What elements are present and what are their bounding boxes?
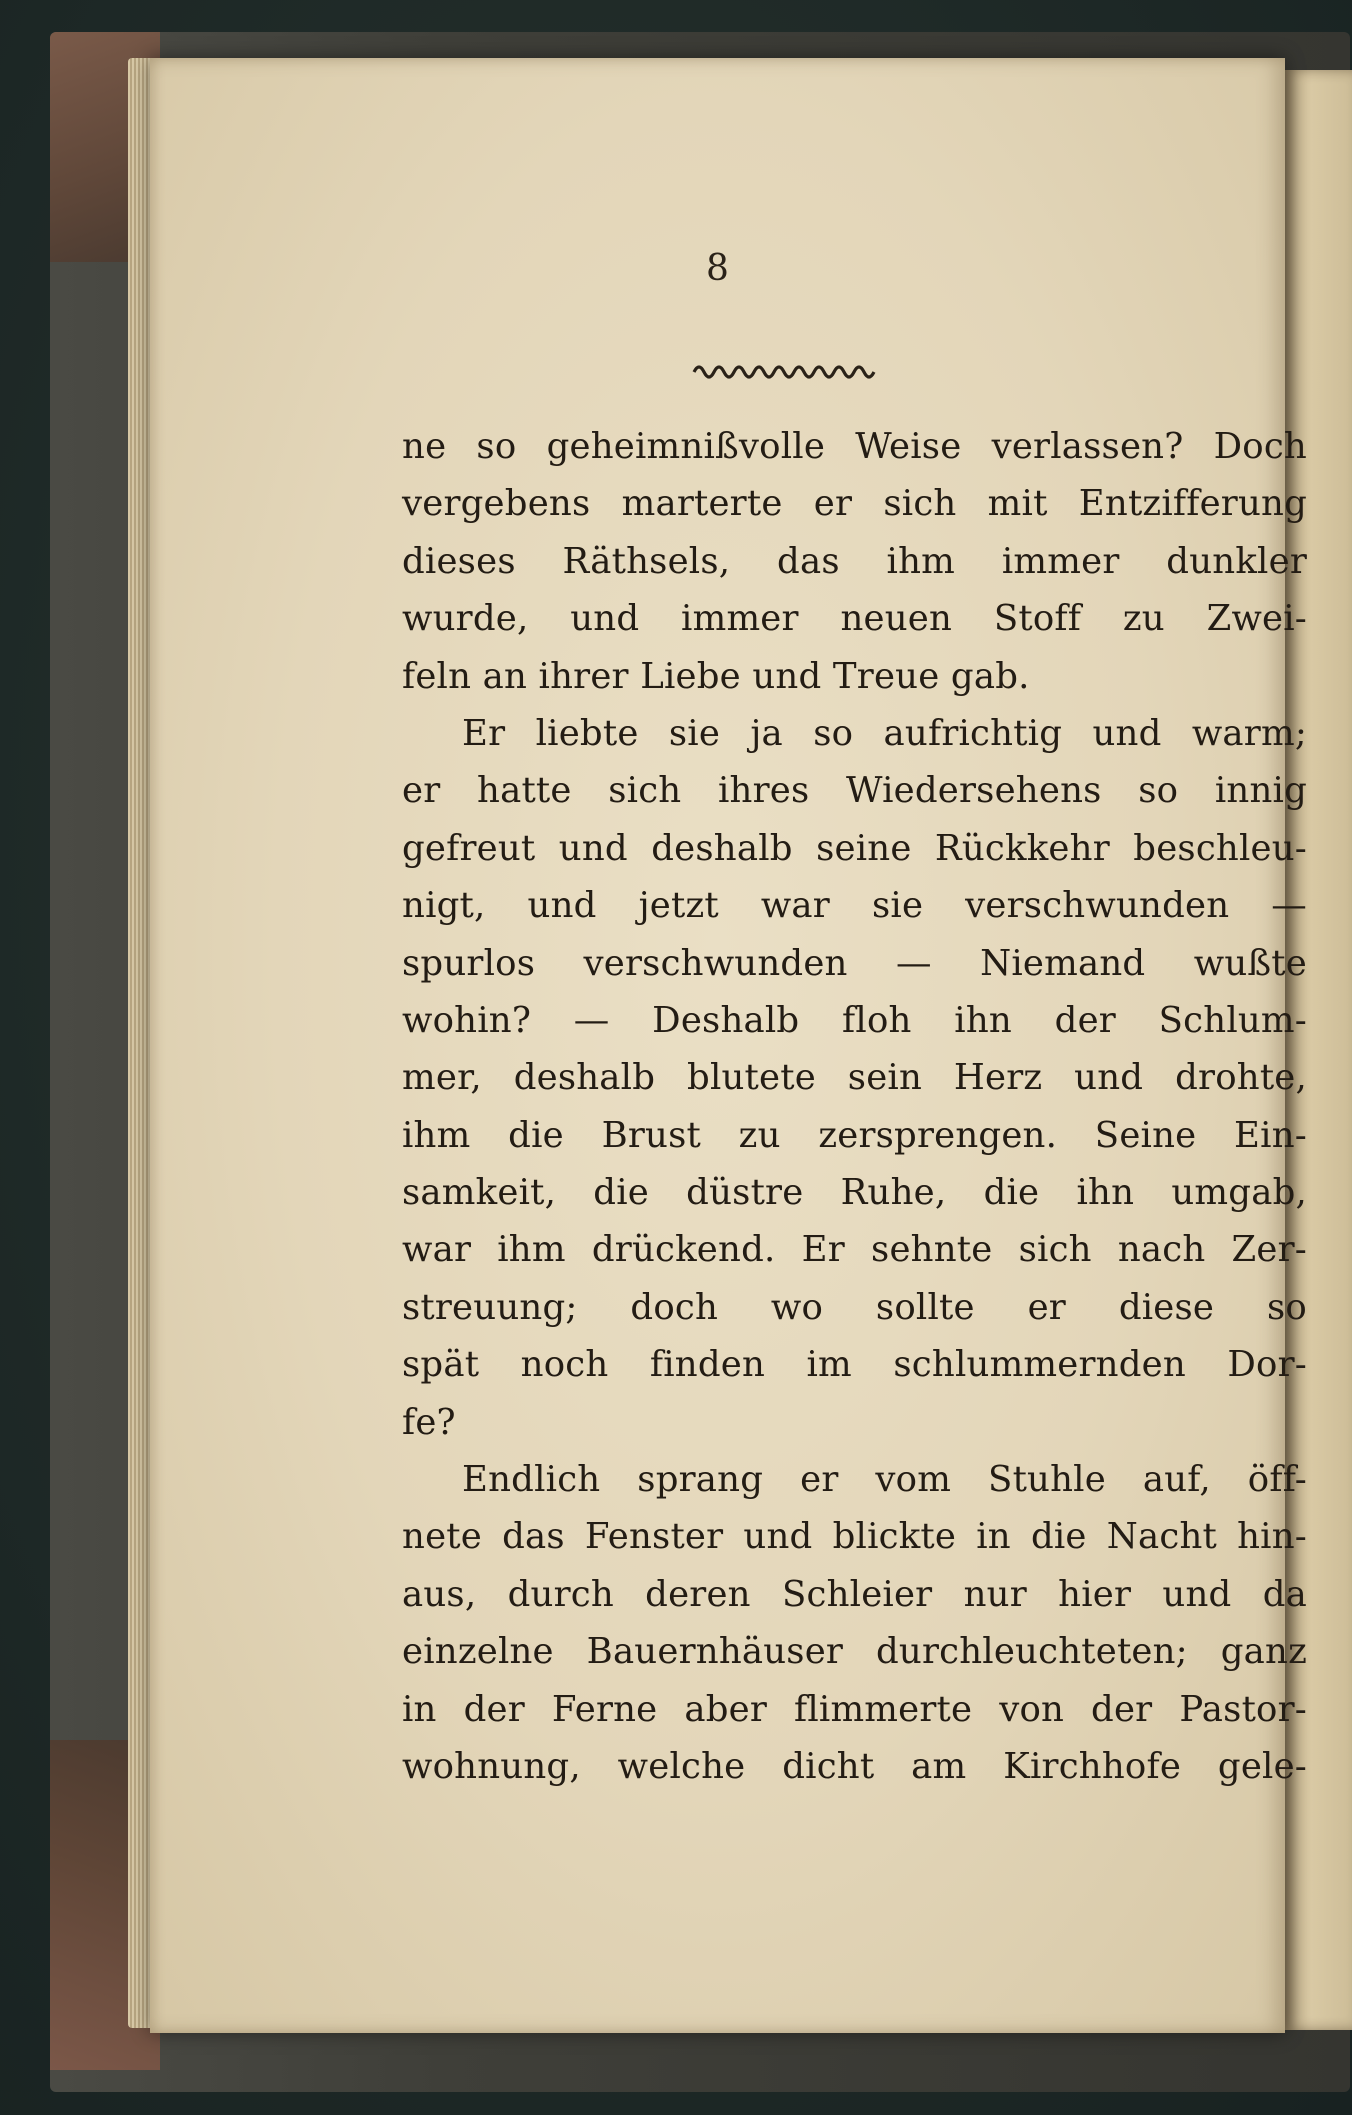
text-line: gefreut und deshalb seine Rückkehr beschleu-	[402, 827, 1307, 869]
text-line: spurlos verschwunden — Niemand wußte	[402, 942, 1307, 984]
text-line: spät noch finden im schlummernden Dor-	[402, 1344, 1307, 1386]
text-line: einzelne Bauernhäuser durchleuchteten; ganz	[402, 1631, 1307, 1673]
text-line: dieses Räthsels, das ihm immer dunkler	[402, 540, 1307, 582]
text-line: nete das Fenster und blickte in die Nacht hin-	[402, 1516, 1307, 1558]
body-text	[402, 418, 1307, 1795]
text-line: Endlich sprang er vom Stuhle auf, öff-	[462, 1459, 1307, 1501]
book-page	[150, 58, 1307, 2033]
text-line: er hatte sich ihres Wiedersehens so innig	[402, 770, 1307, 812]
text-line: streuung; doch wo sollte er diese so	[402, 1286, 1307, 1328]
wavy-rule-ornament-icon	[692, 358, 880, 380]
page-number: 8	[706, 248, 729, 289]
text-line: nigt, und jetzt war sie verschwunden —	[402, 885, 1307, 927]
text-line: war ihm drückend. Er sehnte sich nach Zer-	[402, 1229, 1307, 1271]
text-line: ne so geheimnißvolle Weise verlassen? Doch	[402, 426, 1307, 467]
text-line: wurde, und immer neuen Stoff zu Zwei-	[402, 598, 1307, 640]
text-line: fe?	[402, 1401, 456, 1443]
text-line: in der Ferne aber flimmerte von der Pastor-	[402, 1688, 1307, 1730]
text-line: ihm die Brust zu zersprengen. Seine Ein-	[402, 1114, 1307, 1156]
text-line: wohin? — Deshalb floh ihn der Schlum-	[402, 999, 1307, 1041]
text-line: Er liebte sie ja so aufrichtig und warm;	[462, 712, 1307, 754]
text-line: feln an ihrer Liebe und Treue gab.	[402, 655, 1030, 697]
text-line: vergebens marterte er sich mit Entzifferung	[402, 483, 1307, 525]
text-line: samkeit, die düstre Ruhe, die ihn umgab,	[402, 1172, 1307, 1214]
text-line: wohnung, welche dicht am Kirchhofe gele-	[402, 1745, 1307, 1787]
text-line: mer, deshalb blutete sein Herz und drohte,	[402, 1057, 1307, 1099]
text-line: aus, durch deren Schleier nur hier und da	[402, 1573, 1307, 1615]
